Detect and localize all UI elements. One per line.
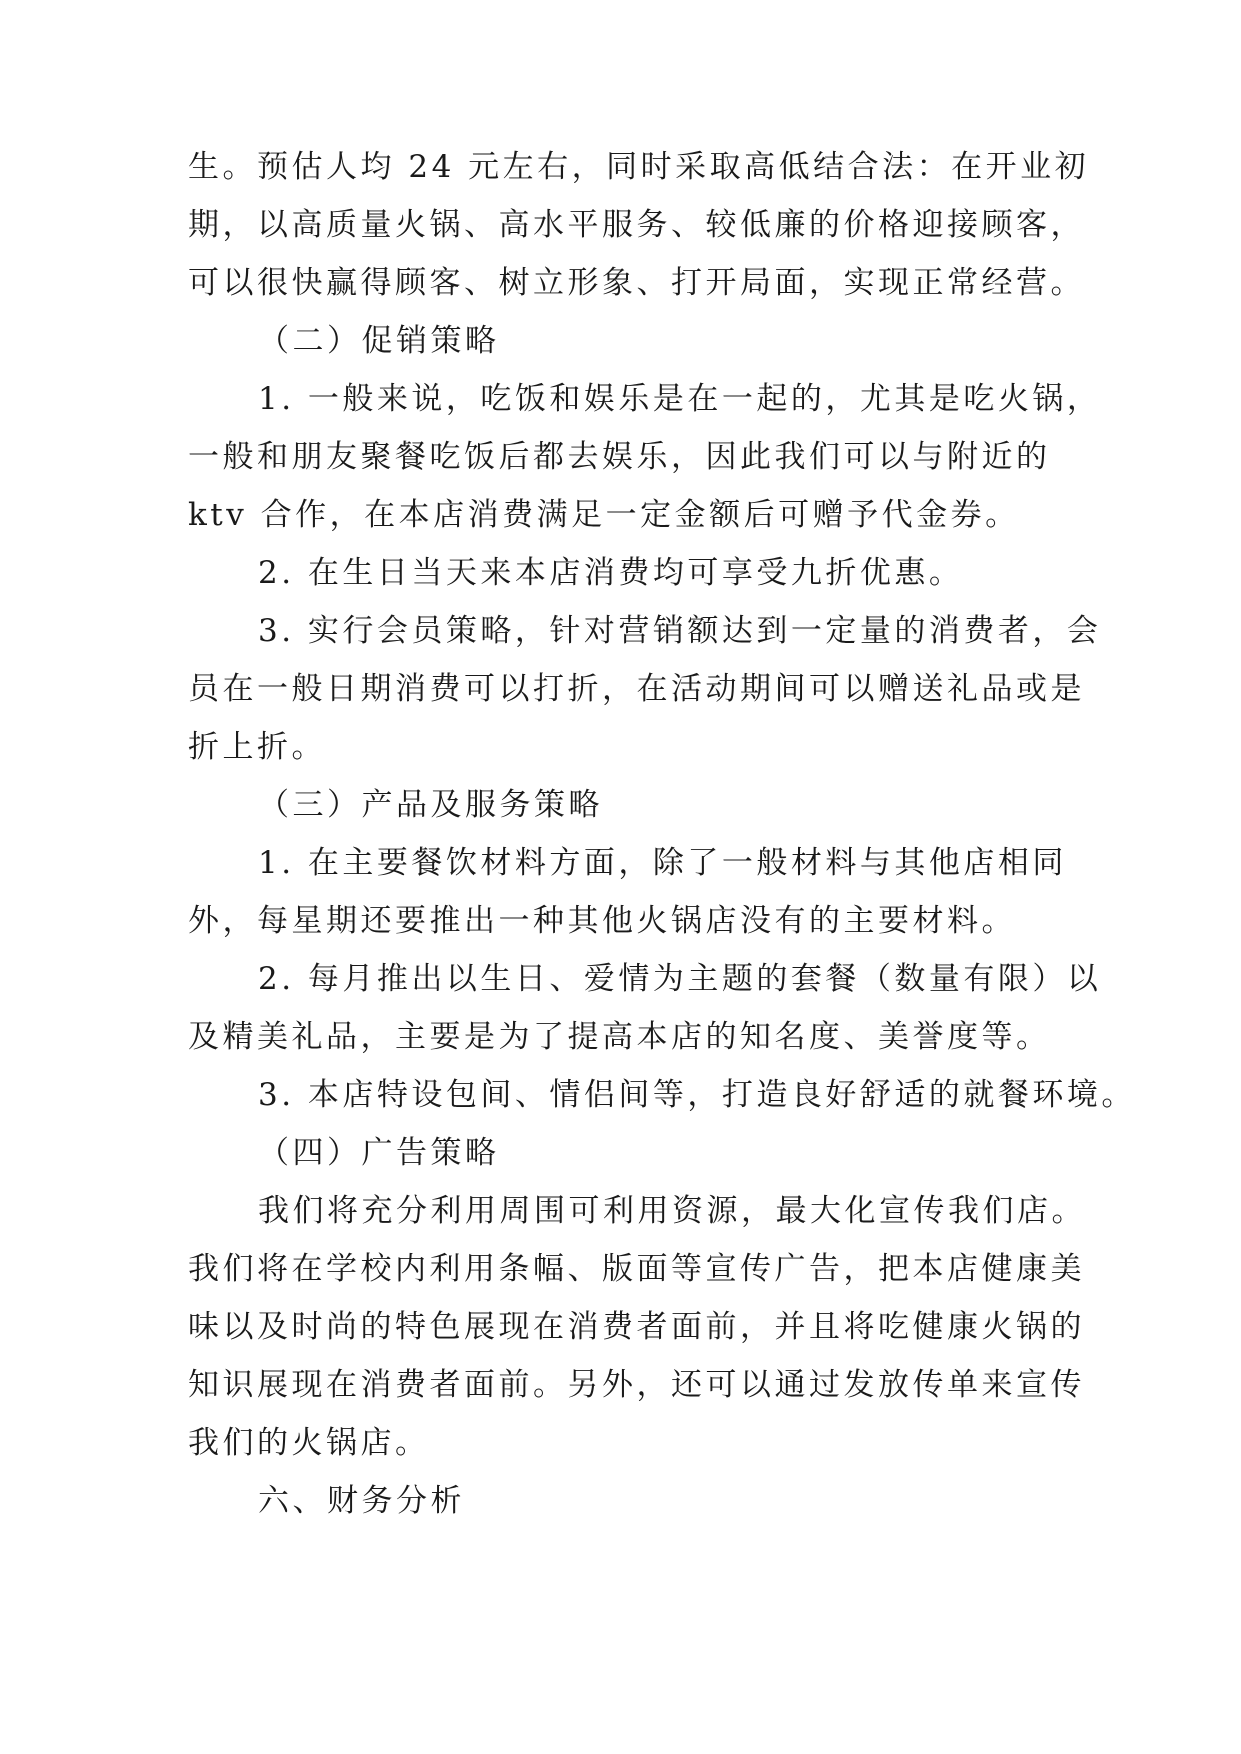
body-text-line: 3. 实行会员策略，针对营销额达到一定量的消费者，会 [258,613,1102,649]
body-text-line: 我们将充分利用周围可利用资源，最大化宣传我们店。 [258,1193,1086,1229]
body-text-line: 员在一般日期消费可以打折，在活动期间可以赠送礼品或是 [188,671,1085,707]
body-text-line: 3. 本店特设包间、情侣间等，打造良好舒适的就餐环境。 [258,1077,1136,1113]
body-text-line: 可以很快赢得顾客、树立形象、打开局面，实现正常经营。 [188,265,1085,301]
body-text-line: 1. 在主要餐饮材料方面，除了一般材料与其他店相同 [258,845,1067,881]
body-text-line: 外，每星期还要推出一种其他火锅店没有的主要材料。 [188,903,1016,939]
section-heading: （三）产品及服务策略 [258,787,603,823]
body-text-line: 一般和朋友聚餐吃饭后都去娱乐，因此我们可以与附近的 [188,439,1051,475]
chapter-heading: 六、财务分析 [258,1483,465,1519]
body-text-line: 2. 在生日当天来本店消费均可享受九折优惠。 [258,555,964,591]
body-text-line: 我们的火锅店。 [188,1425,430,1461]
body-text-line: 味以及时尚的特色展现在消费者面前，并且将吃健康火锅的 [188,1309,1085,1345]
section-heading: （四）广告策略 [258,1135,500,1171]
body-text-line: 2. 每月推出以生日、爱情为主题的套餐（数量有限）以 [258,961,1102,997]
body-text-line: 生。预估人均 24 元左右，同时采取高低结合法：在开业初 [188,149,1090,185]
body-text-line: 知识展现在消费者面前。另外，还可以通过发放传单来宣传 [188,1367,1085,1403]
body-text-line: 及精美礼品，主要是为了提高本店的知名度、美誉度等。 [188,1019,1051,1055]
body-text-line: 我们将在学校内利用条幅、版面等宣传广告，把本店健康美 [188,1251,1085,1287]
body-text-line: 1. 一般来说，吃饭和娱乐是在一起的，尤其是吃火锅， [258,381,1102,417]
body-text-line: 折上折。 [188,729,326,765]
body-text-line: ktv 合作，在本店消费满足一定金额后可赠予代金券。 [188,497,1020,533]
section-heading: （二）促销策略 [258,323,500,359]
body-text-line: 期，以高质量火锅、高水平服务、较低廉的价格迎接顾客， [188,207,1085,243]
